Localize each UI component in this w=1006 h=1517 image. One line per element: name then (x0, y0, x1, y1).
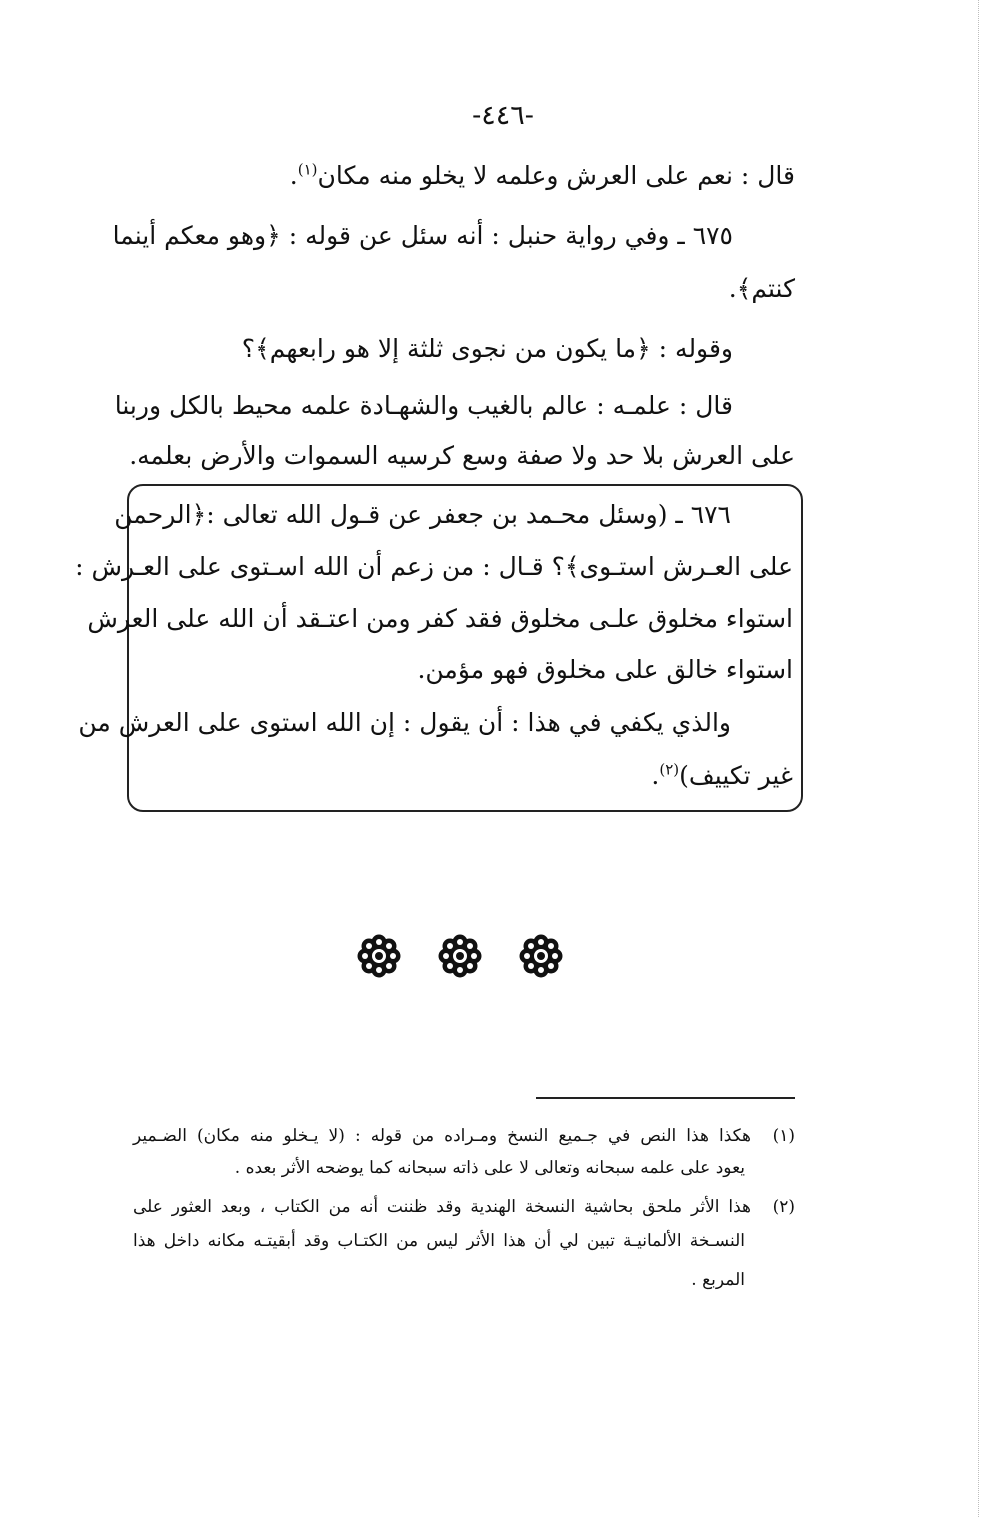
footnote-1-line-1: (١)هكذا هذا النص في جـميع النسخ ومـراده من قوله : (لا يـخلو منه مكان) الضـمير (133, 1121, 795, 1151)
boxed-line-3: استواء مخلوق علـى مخلوق فقد كفر ومن اعتـقد أن الله على العرش (87, 604, 793, 633)
paragraph-675-line-1: ٦٧٥ ـ وفي رواية حنبل : أنه سئل عن قوله : ﴿وهو معكم أينما (112, 221, 733, 250)
footnote-ref-1: (١) (297, 160, 318, 179)
boxed-line-5: والذي يكفي في هذا : أن يقول : إن الله استوى على العرش من (78, 708, 731, 737)
flower-ornament-icon (517, 932, 565, 980)
boxed-line-6: غير تكييف)$^{(٢)}$. (651, 760, 793, 790)
paragraph-qal-line-2: على العرش بلا حد ولا صفة وسع كرسيه السموات والأرض بعلمه. (129, 441, 795, 470)
footnote-1-number: (١) (772, 1126, 795, 1146)
section-ornaments (355, 932, 565, 980)
page-edge-line (978, 0, 979, 1517)
flower-ornament-icon (355, 932, 403, 980)
boxed-line-1: ٦٧٦ ـ (وسئل محـمد بن جعفر عن قـول الله تعالى :﴿الرحمن (114, 500, 731, 529)
boxed-line-2: على العـرش استـوى﴾؟ قـال : من زعم أن الله اسـتوى على العـرش : (75, 552, 793, 581)
footnote-2-line-2: النسـخة الألمانيـة تبين لي أن هذا الأثر ليس من الكتـاب وقد أبقيتـه مكانه داخل هذا (133, 1231, 745, 1251)
footnote-2-number: (٢) (772, 1197, 795, 1217)
footnote-2-line-1: (٢)هذا الأثر ملحق بحاشية النسخة الهندية وقد ظننت أنه من الكتاب ، وبعد العثور على (133, 1192, 795, 1222)
footnote-ref-2: (٢) (659, 760, 680, 779)
text-line-wa-qawluh: وقوله : ﴿ما يكون من نجوى ثلثة إلا هو رابعهم﴾؟ (241, 334, 733, 363)
paragraph-qal-line-1: قال : علمـه : عالم بالغيب والشهـادة علمه محيط بالكل وربنا (114, 391, 733, 420)
footnote-1-line-2: يعود على علمه سبحانه وتعالى لا على ذاته سبحانه كما يوضحه الأثر بعده . (234, 1158, 745, 1178)
text-line-qal-naam: قال : نعم على العرش وعلمه لا يخلو منه مكان$^{(١)}$. (289, 160, 795, 190)
footnote-2-line-3: المربع . (691, 1270, 745, 1290)
boxed-line-4: استواء خالق على مخلوق فهو مؤمن. (417, 655, 793, 684)
flower-ornament-icon (436, 932, 484, 980)
footnote-separator (536, 1097, 795, 1099)
page-number: -٤٤٦- (472, 100, 534, 131)
paragraph-675-line-2: كنتم﴾. (728, 274, 795, 303)
